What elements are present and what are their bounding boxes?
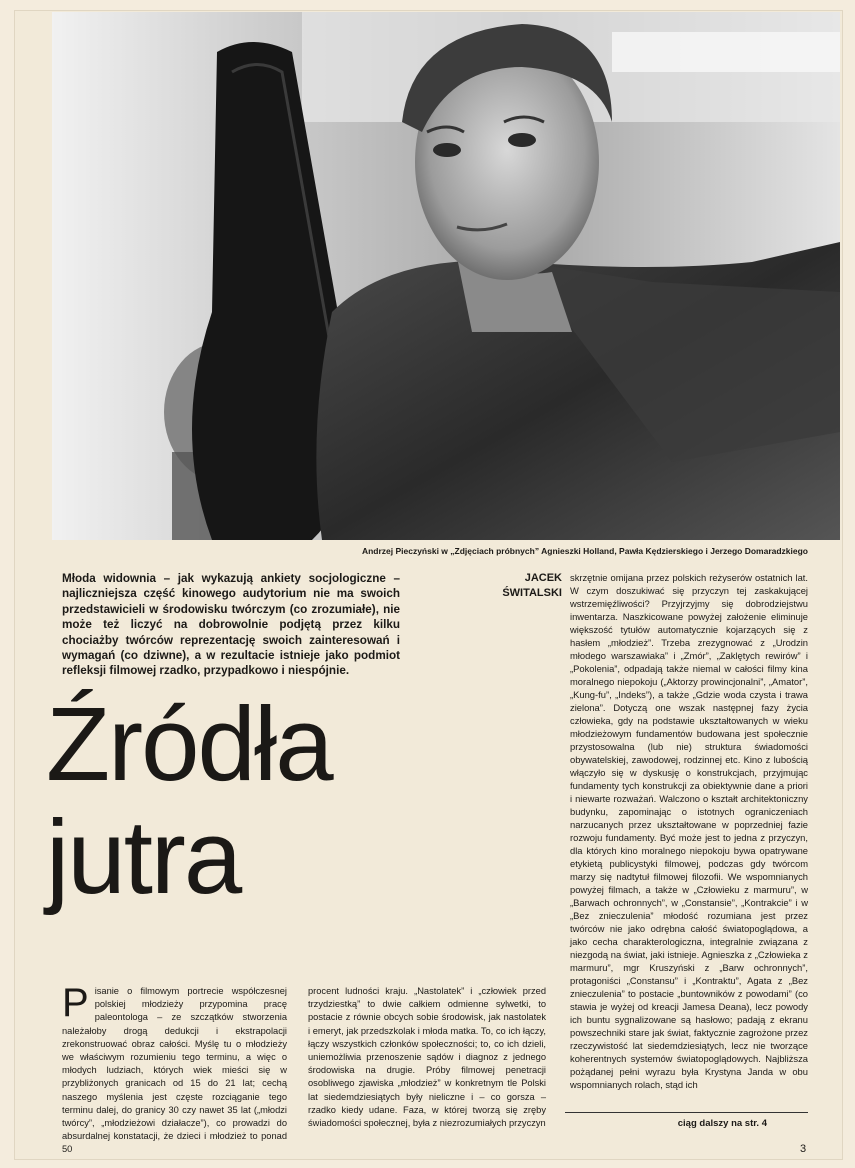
- article-photo: [52, 12, 840, 540]
- author-first-name: JACEK: [524, 572, 562, 584]
- body-text-left: isanie o filmowym portrecie współczesnej polskiej młodzieży przypomina pracę paleontologa – ze szczątków stworzenia należałoby drogą dedukcji i ekstrapolacji zrekonstruować obraz całości. Myślę tu o młodzieży we właściwym rozumieniu tego terminu, a więc o młodych ludziach, których wiek mieści się w przybliżonych granicach od 15 do 21 lat; cechą naszego myślenia jest częste rozciąganie tego terminu dalej, do granicy 30 czy nawet 35 lat („młodzi twórcy”, „młodzieżowi działacze”), co prowadzi do absurdalnej konstatacji, że dzieci i młodzież to ponad 50: [62, 986, 287, 1155]
- article-headline: [46, 688, 486, 914]
- drop-cap: P: [62, 981, 89, 1025]
- continued-note: ciąg dalszy na str. 4: [677, 1118, 767, 1129]
- photo-caption: Andrzej Pieczyński w „Zdjęciach próbnych” Agnieszki Holland, Pawła Kędzierskiego i Jerzego Domaradzkiego: [361, 546, 808, 556]
- body-text-middle: procent ludności kraju. „Nastolatek” i „człowiek przed trzydziestką” to dwie całkiem odmienne sylwetki, to postacie z równie obcych sobie środowisk, jak nastolatek i emeryt, jak przedszkolak i młoda matka. To, co ich łączy, łączy wszystkich członków społeczności; to, co ich dzieli, uniemożliwia przenoszenie sądów i diagnoz z jednego środowiska na drugie. Próby filmowej penetracji osobliwego zjawiska „młodzież” w konkretnym tle Polski lat siedemdziesiątych były nieliczne i – co gorsza – rzadko kiedy udane. Faza, w której tworzą się zręby świadomości społecznej, była z niezrozumiałych przyczyn: [308, 986, 546, 1129]
- page-number: 3: [800, 1143, 807, 1155]
- author-byline: [440, 571, 562, 601]
- body-column-left: [62, 981, 287, 1157]
- body-column-middle: [308, 985, 546, 1130]
- article-lead: Młoda widownia – jak wykazują ankiety socjologiczne – najliczniejsza część kinowego audytorium nie ma swoich przedstawicieli w środowisku twórczym (co zrozumiałe), nie może też liczyć na dobrowolnie podjętą przez kilku chociażby twórców reprezentację swoich zainteresowań i wymagań (co dziwne), a w rezultacie istnieje jako podmiot refleksji filmowej rzadko, przypadkowo i niespójnie.: [62, 572, 400, 678]
- headline-line-1: Źródła: [46, 686, 332, 803]
- body-text-right: skrzętnie omijana przez polskich reżyserów ostatnich lat. W czym doszukiwać się przyczyn tej zaskakującej wstrzemięźliwości? Przyjrzyjmy się dobrodziejstwu inwentarza. Naszkicowane powyżej założenie eliminuje większość tytułów automatycznie kojarzących się z hasłem „młodzież”. Trzeba zrezygnować z „Urodzin młodego warszawiaka” i „Zmór”, „Zaklętych rewirów” i „Pokolenia”, odpadają także niemal w całości filmy kina moralnego niepokoju („Aktorzy prowincjonalni”, „Amator”, „Kung-fu”, „Indeks”), a także „Gdzie woda czysta i trawa zielona”. Dotyczą one wszak następnej fazy życia człowieka, gdy na podstawie ukształtowanych w wieku młodzieżowym fundamentów budowana jest społecznie przystosowalna (lub nie) struktura świadomości obywatelskiej, zawodowej, rodzinnej etc. Kino z lubością włączyło się w dyskusję o konstrukcjach, przyjmując fundamenty tych konstrukcji za obiektywnie dane a priori i niewarte rozważań. Walczono o kształt architektoniczny budynku, zapominając o istotnych ograniczeniach narzucanych przez ukształtowane w poprzedniej fazie rozwoju fundamenty. Być może jest to jedna z przyczyn, dla których kino moralnego niepokoju bywa opatrywane etykietą publicystyki filmowej, podczas gdy twórcom marzy się nadtytuł filmowej filozofii. We wspomnianych powyżej filmach, a także w „Człowieku z marmuru”, w „Barwach ochronnych”, w „Constansie”, „Kontrakcie” i w „Bez znieczulenia” młodość rozumiana jest przez twórców nie jako odrębna całość światopoglądowa, a jako cecha charakterologiczna, integralnie związana z niezgodą na świat, jaki istnieje. Agnieszka z „Człowieka z marmuru”, mgr Kruszyński z „Barw ochronnych”, protagoniści „Constansu” i „Kontraktu”, Agata z „Bez znieczulenia” to postacie „buntowników z powodami” (co stawia je wyżej od kreacji Jamesa Deana), lecz powody ich buntu sygnalizowane są hasłowo; padają z ekranu powszechniki stare jak świat, faktycznie zagrożone przez rzeczywistość lat siedemdziesiątych, lecz nie tworzące koherentnych systemów światopoglądowych. Najbliższa pożądanej pełni wyrazu była Krystyna Janda w obu wspomnianych rolach, stąd ich: [570, 572, 808, 1090]
- photo-illustration: [52, 12, 840, 540]
- body-column-right: [570, 571, 808, 1091]
- continuation-rule: [565, 1112, 808, 1113]
- headline-line-2: jutra: [46, 799, 241, 916]
- author-last-name: ŚWITALSKI: [502, 587, 562, 599]
